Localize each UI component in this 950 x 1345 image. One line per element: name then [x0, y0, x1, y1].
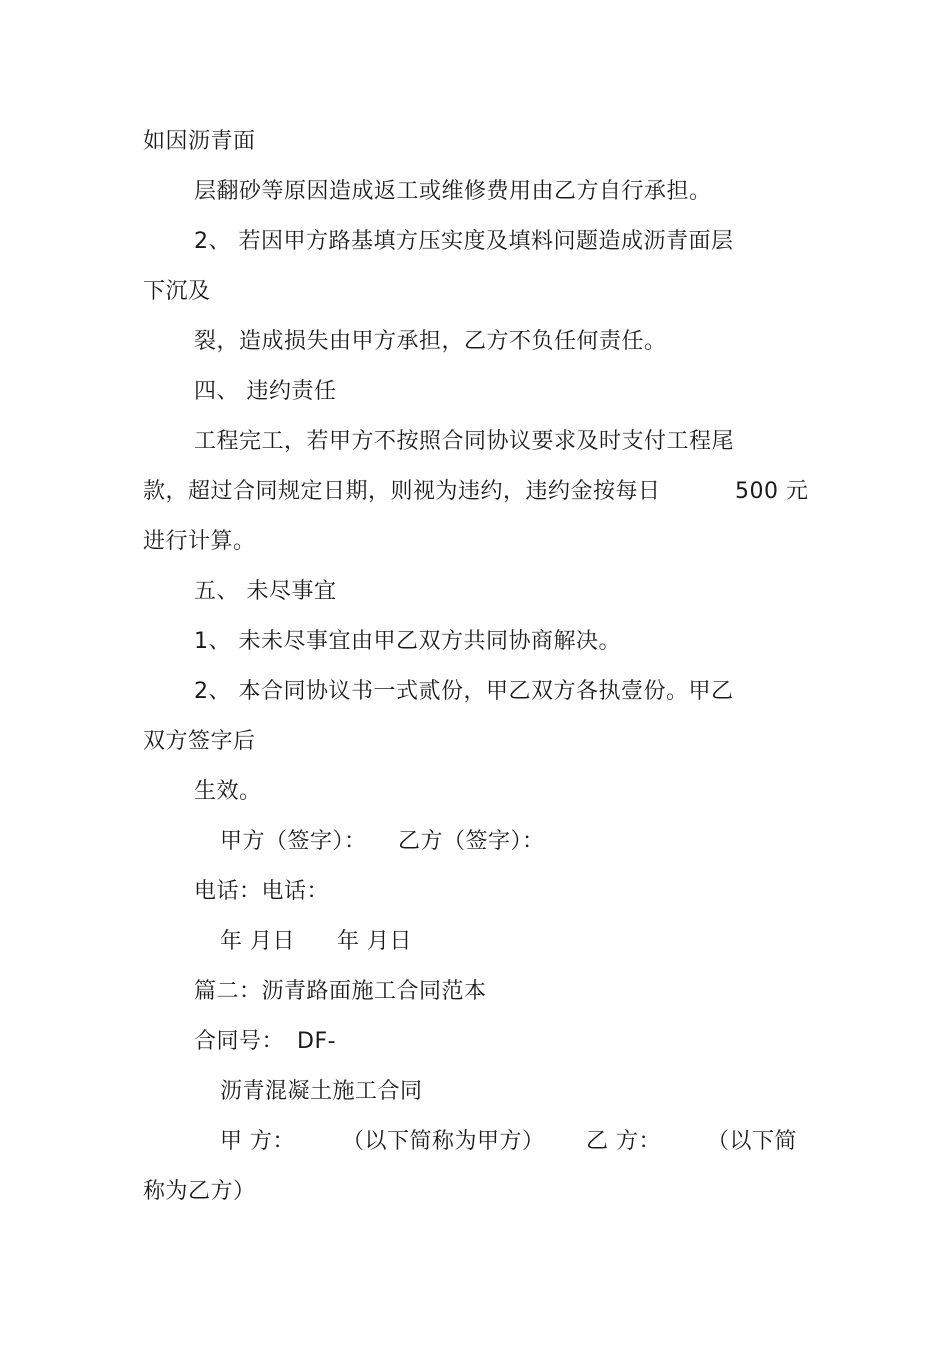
text-line: 裂，造成损失由甲方承担，乙方不负任何责任。: [194, 329, 667, 354]
text-line: 工程完工，若甲方不按照合同协议要求及时支付工程尾: [194, 429, 735, 454]
text-line: 款，超过合同规定日期，则视为违约，违约金按每日: [143, 479, 661, 504]
party-a-note: （以下简称为甲方）: [342, 1129, 545, 1154]
text-line: 2、 若因甲方路基填方压实度及填料问题造成沥青面层: [194, 229, 734, 254]
party-a-signature-label: 甲方（签字）：: [220, 829, 367, 854]
penalty-amount: 500 元: [735, 479, 809, 504]
date-label-a: 年 月日: [220, 929, 295, 954]
phone-labels: 电话：电话：: [194, 879, 330, 904]
date-label-b: 年 月日: [337, 929, 412, 954]
chapter-title: 篇二：沥青路面施工合同范本: [194, 979, 487, 1004]
party-b-label: 乙 方：: [586, 1129, 661, 1154]
section-heading: 四、 违约责任: [194, 379, 337, 404]
contract-number-value: DF-: [297, 1029, 337, 1054]
text-line: 2、 本合同协议书一式贰份，甲乙双方各执壹份。甲乙: [194, 679, 734, 704]
contract-number-label: 合同号：: [194, 1029, 285, 1054]
party-b-signature-label: 乙方（签字）：: [398, 829, 545, 854]
text-line: 双方签字后: [143, 729, 256, 754]
text-line: 下沉及: [143, 279, 211, 304]
text-line: 1、 未未尽事宜由甲乙双方共同协商解决。: [194, 629, 621, 654]
party-b-note: （以下简: [707, 1129, 798, 1154]
text-line: 生效。: [194, 779, 262, 804]
text-line: 如因沥青面: [143, 129, 256, 154]
text-line: 进行计算。: [143, 529, 256, 554]
text-line: 层翻砂等原因造成返工或维修费用由乙方自行承担。: [194, 179, 712, 204]
party-a-label: 甲 方：: [220, 1129, 295, 1154]
text-line: 称为乙方）: [143, 1179, 256, 1204]
contract-title: 沥青混凝土施工合同: [220, 1079, 423, 1104]
section-heading: 五、 未尽事宜: [194, 579, 337, 604]
